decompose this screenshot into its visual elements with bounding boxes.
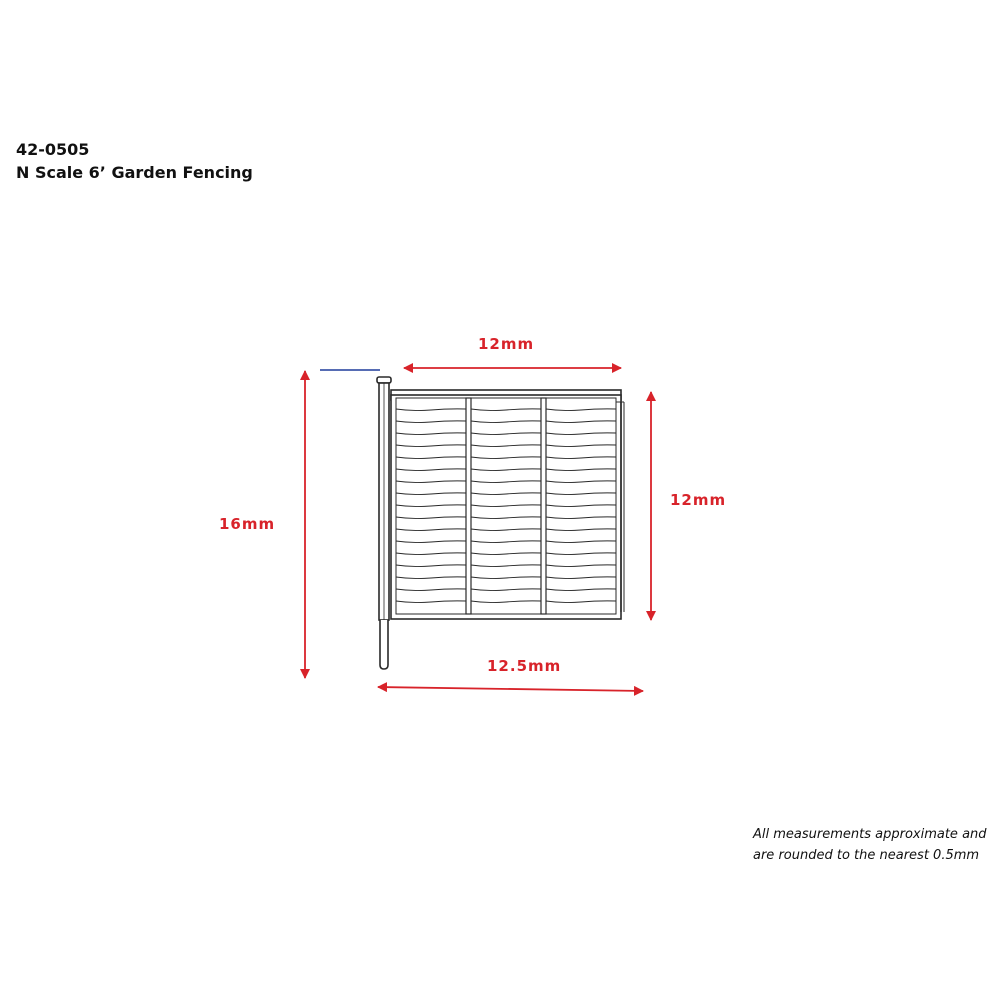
product-code: 42-0505 (16, 140, 90, 159)
dimension-panel-height-label: 12mm (670, 491, 727, 509)
panel-upright-1 (466, 398, 471, 614)
measurement-note (753, 824, 987, 866)
fence-post (377, 377, 391, 669)
measurement-note-line-2: are rounded to the nearest 0.5mm (753, 848, 980, 863)
product-name: N Scale 6’ Garden Fencing (16, 163, 253, 182)
dimension-top-width-label: 12mm (478, 335, 535, 353)
measurement-note-line-1: All measurements approximate and (753, 827, 987, 842)
arrow-overall-width (378, 687, 643, 691)
dimension-overall-height-label: 16mm (219, 515, 276, 533)
fence-panel (391, 390, 624, 619)
panel-upright-2 (541, 398, 546, 614)
dimension-overall-width-label: 12.5mm (487, 657, 562, 675)
